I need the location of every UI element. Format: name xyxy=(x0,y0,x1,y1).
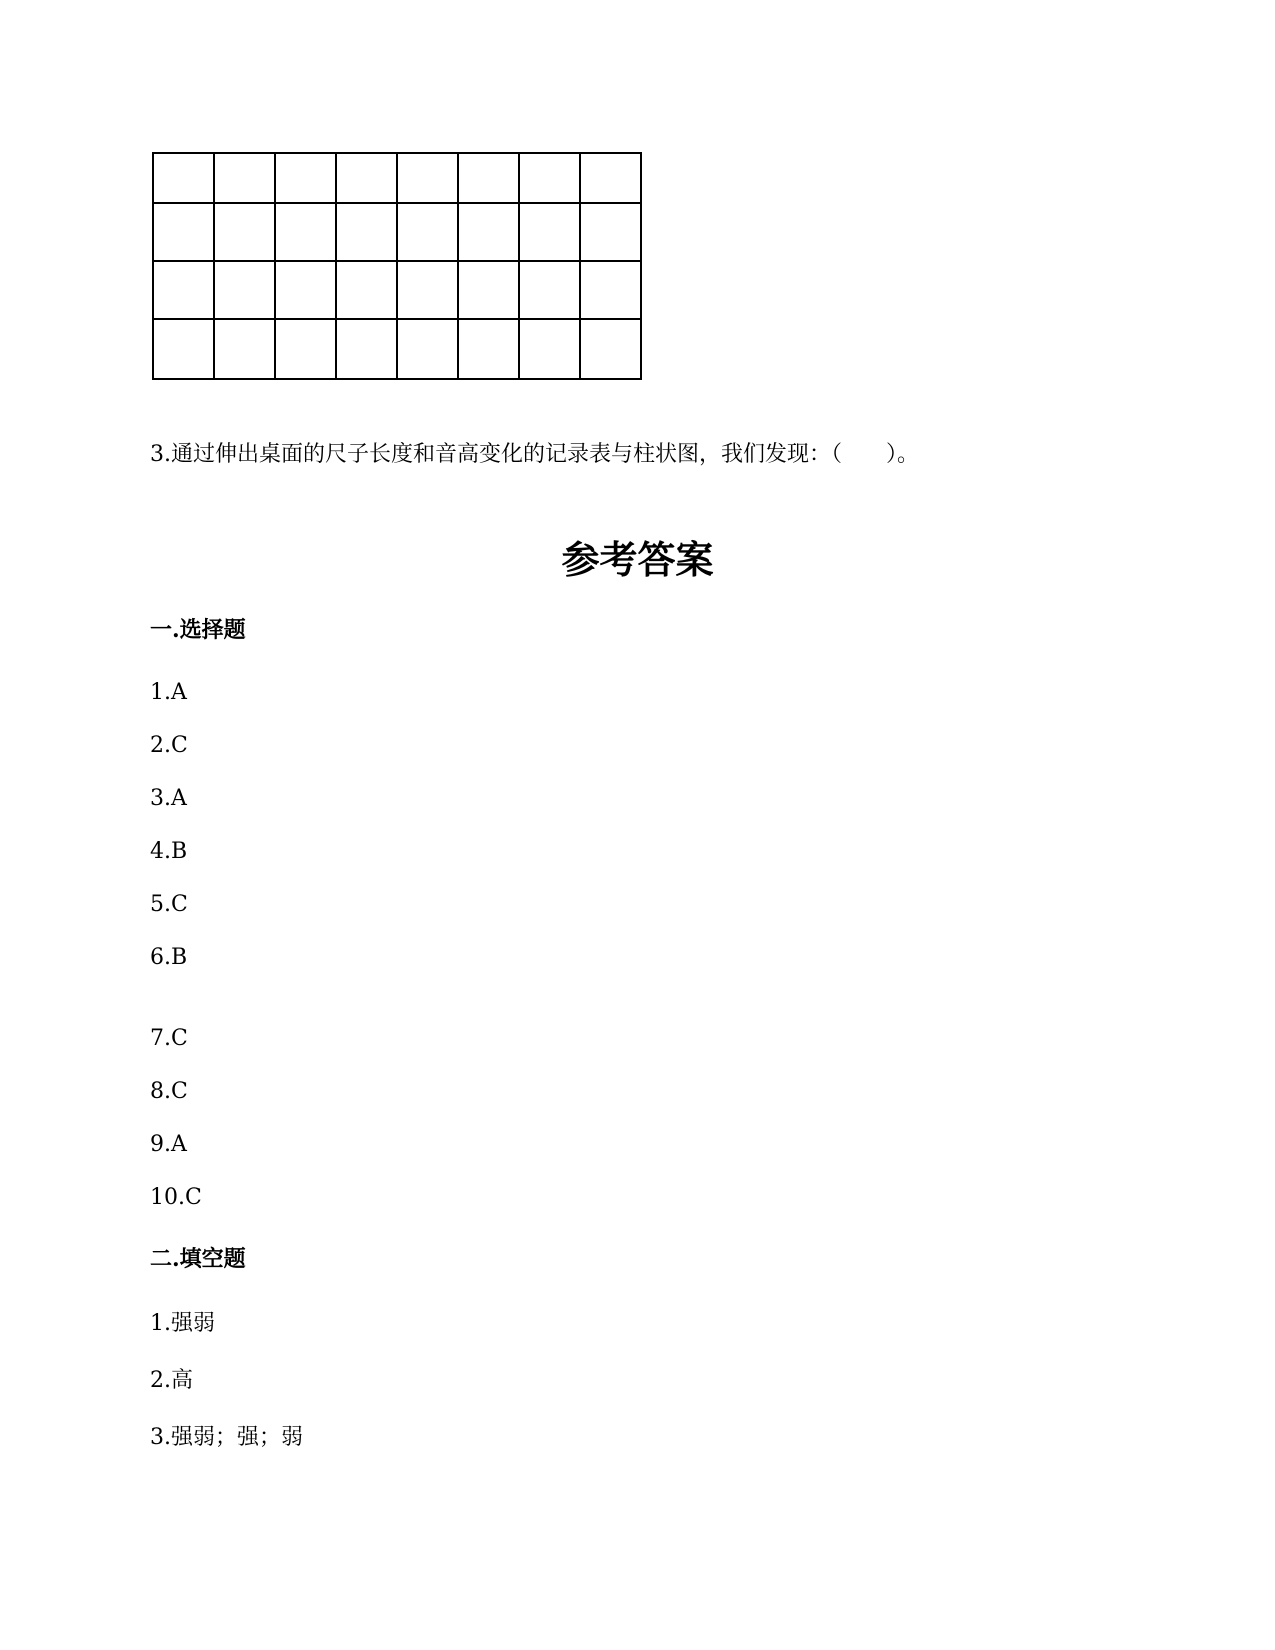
grid-cell xyxy=(519,203,580,261)
grid-cell xyxy=(458,261,519,319)
grid-row xyxy=(153,203,641,261)
answer-item: 10.C xyxy=(150,1185,202,1210)
grid-cell xyxy=(580,261,641,319)
grid-cell xyxy=(580,153,641,203)
grid-cell xyxy=(336,153,397,203)
answer-item: 8.C xyxy=(150,1079,188,1104)
answer-item: 1.A xyxy=(150,680,187,705)
grid-cell xyxy=(153,203,214,261)
grid-cell xyxy=(214,203,275,261)
section-1-heading: 一.选择题 xyxy=(150,617,246,643)
grid-cell xyxy=(214,153,275,203)
grid-cell xyxy=(580,203,641,261)
grid-cell xyxy=(275,261,336,319)
grid-cell xyxy=(458,203,519,261)
grid-cell xyxy=(275,203,336,261)
grid-cell xyxy=(397,203,458,261)
grid-row xyxy=(153,153,641,203)
grid-cell xyxy=(336,203,397,261)
grid-cell xyxy=(458,153,519,203)
grid-cell xyxy=(397,153,458,203)
grid-cell xyxy=(153,261,214,319)
answer-item: 2.高 xyxy=(150,1368,193,1393)
answer-item: 6.B xyxy=(150,945,188,970)
section-2-heading: 二.填空题 xyxy=(150,1246,246,1272)
grid-cell xyxy=(153,153,214,203)
grid-row xyxy=(153,319,641,379)
grid-cell xyxy=(275,153,336,203)
question-3-text: 3.通过伸出桌面的尺子长度和音高变化的记录表与柱状图，我们发现：（ ）。 xyxy=(150,442,919,467)
answer-item: 1.强弱 xyxy=(150,1311,215,1336)
answer-item: 5.C xyxy=(150,892,188,917)
grid-cell xyxy=(397,319,458,379)
grid-cell xyxy=(519,153,580,203)
grid-cell xyxy=(397,261,458,319)
answer-item: 3.强弱；强；弱 xyxy=(150,1425,303,1450)
grid-cell xyxy=(214,319,275,379)
grid-cell xyxy=(580,319,641,379)
grid-cell xyxy=(336,261,397,319)
answer-item: 2.C xyxy=(150,733,188,758)
grid-cell xyxy=(519,319,580,379)
blank-grid-table xyxy=(152,152,642,380)
answer-item: 9.A xyxy=(150,1132,187,1157)
grid-cell xyxy=(519,261,580,319)
answer-item: 3.A xyxy=(150,786,187,811)
grid-cell xyxy=(458,319,519,379)
grid-cell xyxy=(214,261,275,319)
answer-item: 4.B xyxy=(150,839,188,864)
grid-cell xyxy=(336,319,397,379)
grid-cell xyxy=(153,319,214,379)
grid-row xyxy=(153,261,641,319)
grid-cell xyxy=(275,319,336,379)
answer-item: 7.C xyxy=(150,1026,188,1051)
answers-title: 参考答案 xyxy=(561,537,714,582)
